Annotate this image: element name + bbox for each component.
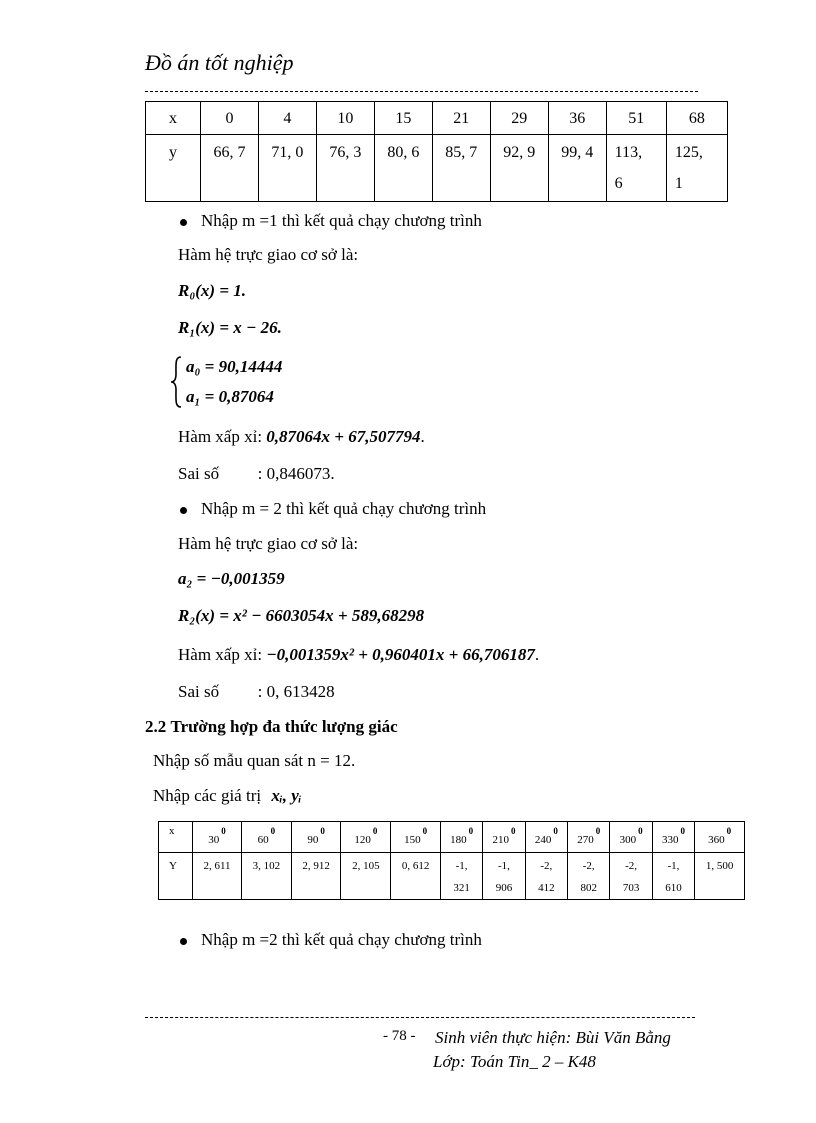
table-row-x [159, 822, 745, 853]
table-cell [610, 853, 652, 900]
table-cell [440, 822, 482, 853]
section-title: Trường hợp đa thức lượng giác [170, 717, 398, 736]
bullet-m1 [180, 211, 482, 231]
table-cell: 21 [432, 102, 490, 135]
table-cell [316, 135, 374, 202]
degree-mark: 0 [510, 826, 516, 836]
table-row-y [159, 853, 745, 900]
cell-line-2: 412 [538, 882, 555, 894]
values-label: Nhập các giá trị [153, 786, 262, 805]
table-cell [606, 135, 666, 202]
values-line [153, 786, 302, 806]
degree-mark: 0 [553, 826, 558, 836]
approx-label: Hàm xấp xỉ: [178, 427, 263, 446]
footer-divider [145, 1017, 695, 1018]
cell-line-1: -1, [455, 860, 468, 872]
cell-line-2: 6 [614, 175, 623, 192]
cell-line-2: 703 [622, 882, 640, 894]
formula-r0: R₀(x) = 1. [178, 281, 247, 300]
table-cell-label: x [146, 102, 201, 135]
cell-value: 30 [208, 834, 220, 846]
table-cell-label: y [146, 135, 201, 202]
table-cell [291, 822, 341, 853]
table-cell [525, 853, 567, 900]
cell-value: 180 [450, 834, 467, 846]
cell-value: 210 [492, 834, 509, 846]
cell-line-1: 1, 500 [705, 860, 734, 872]
cell-line-1: 66, 7 [213, 144, 246, 161]
cell-line-1: 3, 102 [252, 860, 281, 872]
data-table-2 [158, 821, 745, 900]
table-cell [391, 822, 441, 853]
cell-value: 240 [534, 834, 552, 846]
degree-mark: 0 [221, 826, 226, 836]
table-cell [374, 135, 432, 202]
table-cell: 68 [666, 102, 727, 135]
cell-line-1: 92, 9 [503, 144, 536, 161]
degree-mark: 0 [468, 826, 474, 836]
error-line-m1 [178, 464, 335, 484]
table-cell [695, 853, 745, 900]
section-heading [145, 717, 398, 737]
table-cell [242, 853, 292, 900]
degree-mark: 0 [595, 826, 601, 836]
table-cell [568, 822, 610, 853]
table-cell [291, 853, 341, 900]
table-cell [568, 853, 610, 900]
cell-line-1: 85, 7 [445, 144, 478, 161]
table-cell: 10 [316, 102, 374, 135]
basis-label: Hàm hệ trực giao cơ sở là: [178, 245, 359, 264]
error-value: : 0,846073. [257, 464, 335, 483]
cell-value: 60 [257, 834, 269, 846]
degree-mark: 0 [320, 826, 325, 836]
degree-mark: 0 [270, 826, 276, 836]
error-line-m2 [178, 682, 335, 702]
brace-icon [170, 356, 182, 408]
cell-line-1: 2, 912 [302, 860, 330, 872]
cell-value: 330 [661, 834, 679, 846]
table-cell [193, 822, 242, 853]
table-cell: 4 [258, 102, 316, 135]
table-cell [341, 853, 391, 900]
error-label: Sai số [178, 682, 220, 701]
cell-value: 90 [307, 834, 319, 846]
cell-value: 150 [404, 834, 421, 846]
table-cell [666, 135, 727, 202]
footer-class: Lớp: Toán Tin_ 2 – K48 [433, 1052, 596, 1071]
error-label: Sai số [178, 464, 220, 483]
footer-student: Sinh viên thực hiện: Bùi Văn Bằng [435, 1028, 671, 1047]
cell-line-1: -2, [625, 860, 638, 872]
cell-line-1: -1, [667, 860, 680, 872]
formula-text: R₀(x) = 1 [178, 281, 242, 300]
cell-line-1: -2, [582, 860, 595, 872]
table-cell [652, 822, 694, 853]
table-cell [242, 822, 292, 853]
formula-r2: R₂(x) = x² − 6603054x + 589,68298 [178, 606, 425, 625]
cell-line-2: 1 [674, 175, 683, 192]
cell-line-2: 802 [580, 882, 597, 894]
coef-a1: a₁ = 0,87064 [186, 387, 274, 406]
degree-mark: 0 [726, 826, 732, 836]
cell-line-2: 321 [453, 882, 470, 894]
table-cell: 29 [490, 102, 548, 135]
cell-line-1: -2, [540, 860, 553, 872]
table-cell [483, 853, 525, 900]
formula-text: R₁(x) = x − 26 [178, 318, 278, 337]
formula-r1: R₁(x) = x − 26. [178, 318, 282, 337]
cell-line-1: 80, 6 [387, 144, 420, 161]
degree-mark: 0 [422, 826, 428, 836]
cell-line-2: 906 [495, 882, 513, 894]
bullet-m2 [180, 499, 486, 519]
table-cell [483, 822, 525, 853]
table-cell [652, 853, 694, 900]
cell-value: 360 [708, 834, 725, 846]
table-cell [490, 135, 548, 202]
table-cell [341, 822, 391, 853]
degree-mark: 0 [638, 826, 643, 836]
cell-line-2: 610 [665, 882, 682, 894]
approx-formula: −0,001359x² + 0,960401x + 66,706187 [266, 645, 535, 664]
approx-line-m1: Hàm xấp xỉ: 0,87064x + 67,507794. [178, 427, 425, 446]
table-cell-label: Y [159, 853, 193, 900]
cell-line-1: 76, 3 [329, 144, 362, 161]
cell-line-1: 71, 0 [271, 144, 304, 161]
table-row-x [146, 102, 728, 135]
bullet-m2-trig [180, 930, 482, 950]
samples-line: Nhập số mẫu quan sát n = 12. [153, 751, 356, 770]
degree-mark: 0 [372, 826, 378, 836]
section-number: 2.2 [145, 717, 167, 736]
page-header-title: Đồ án tốt nghiệp [145, 50, 294, 75]
table-cell: 36 [548, 102, 606, 135]
values-vars: xᵢ, yᵢ [271, 786, 302, 805]
table-cell [391, 853, 441, 900]
cell-value: 300 [619, 834, 637, 846]
cell-line-1: 99, 4 [561, 144, 594, 161]
table-cell [440, 853, 482, 900]
header-divider [145, 91, 698, 92]
degree-mark: 0 [680, 826, 685, 836]
table-cell [525, 822, 567, 853]
bullet-text: Nhập m = 2 thì kết quả chạy chương trình [201, 499, 487, 518]
cell-line-1: 2, 105 [352, 860, 380, 872]
table-cell: 0 [201, 102, 259, 135]
coef-a0: a₀ = 90,14444 [186, 357, 283, 376]
page-number: - 78 - [383, 1028, 416, 1044]
cell-value: 120 [354, 834, 371, 846]
cell-line-1: 2, 611 [203, 860, 231, 872]
table-cell-label: x [159, 822, 193, 853]
approx-label: Hàm xấp xỉ: [178, 645, 263, 664]
bullet-text: Nhập m =2 thì kết quả chạy chương trình [201, 930, 482, 949]
table-cell [432, 135, 490, 202]
table-cell: 51 [606, 102, 666, 135]
approx-formula: 0,87064x + 67,507794 [266, 427, 421, 446]
bullet-text: Nhập m =1 thì kết quả chạy chương trình [201, 211, 482, 230]
table-cell: 15 [374, 102, 432, 135]
table-cell [610, 822, 652, 853]
table-cell [201, 135, 259, 202]
coef-a2: a₂ = −0,001359 [178, 569, 285, 588]
table-cell [548, 135, 606, 202]
cell-value: 270 [577, 834, 594, 846]
table-cell [193, 853, 242, 900]
table-cell [258, 135, 316, 202]
data-table-1 [145, 101, 728, 202]
cell-line-1: 125, [674, 144, 703, 161]
table-cell [695, 822, 745, 853]
approx-line-m2: Hàm xấp xỉ: −0,001359x² + 0,960401x + 66,706187. [178, 645, 540, 664]
error-value: : 0, 613428 [257, 682, 335, 701]
cell-line-1: 0, 612 [401, 860, 430, 872]
cell-line-1: -1, [498, 860, 510, 872]
basis-label: Hàm hệ trực giao cơ sở là: [178, 534, 359, 553]
cell-line-1: 113, [614, 144, 643, 161]
table-row-y [146, 135, 728, 202]
